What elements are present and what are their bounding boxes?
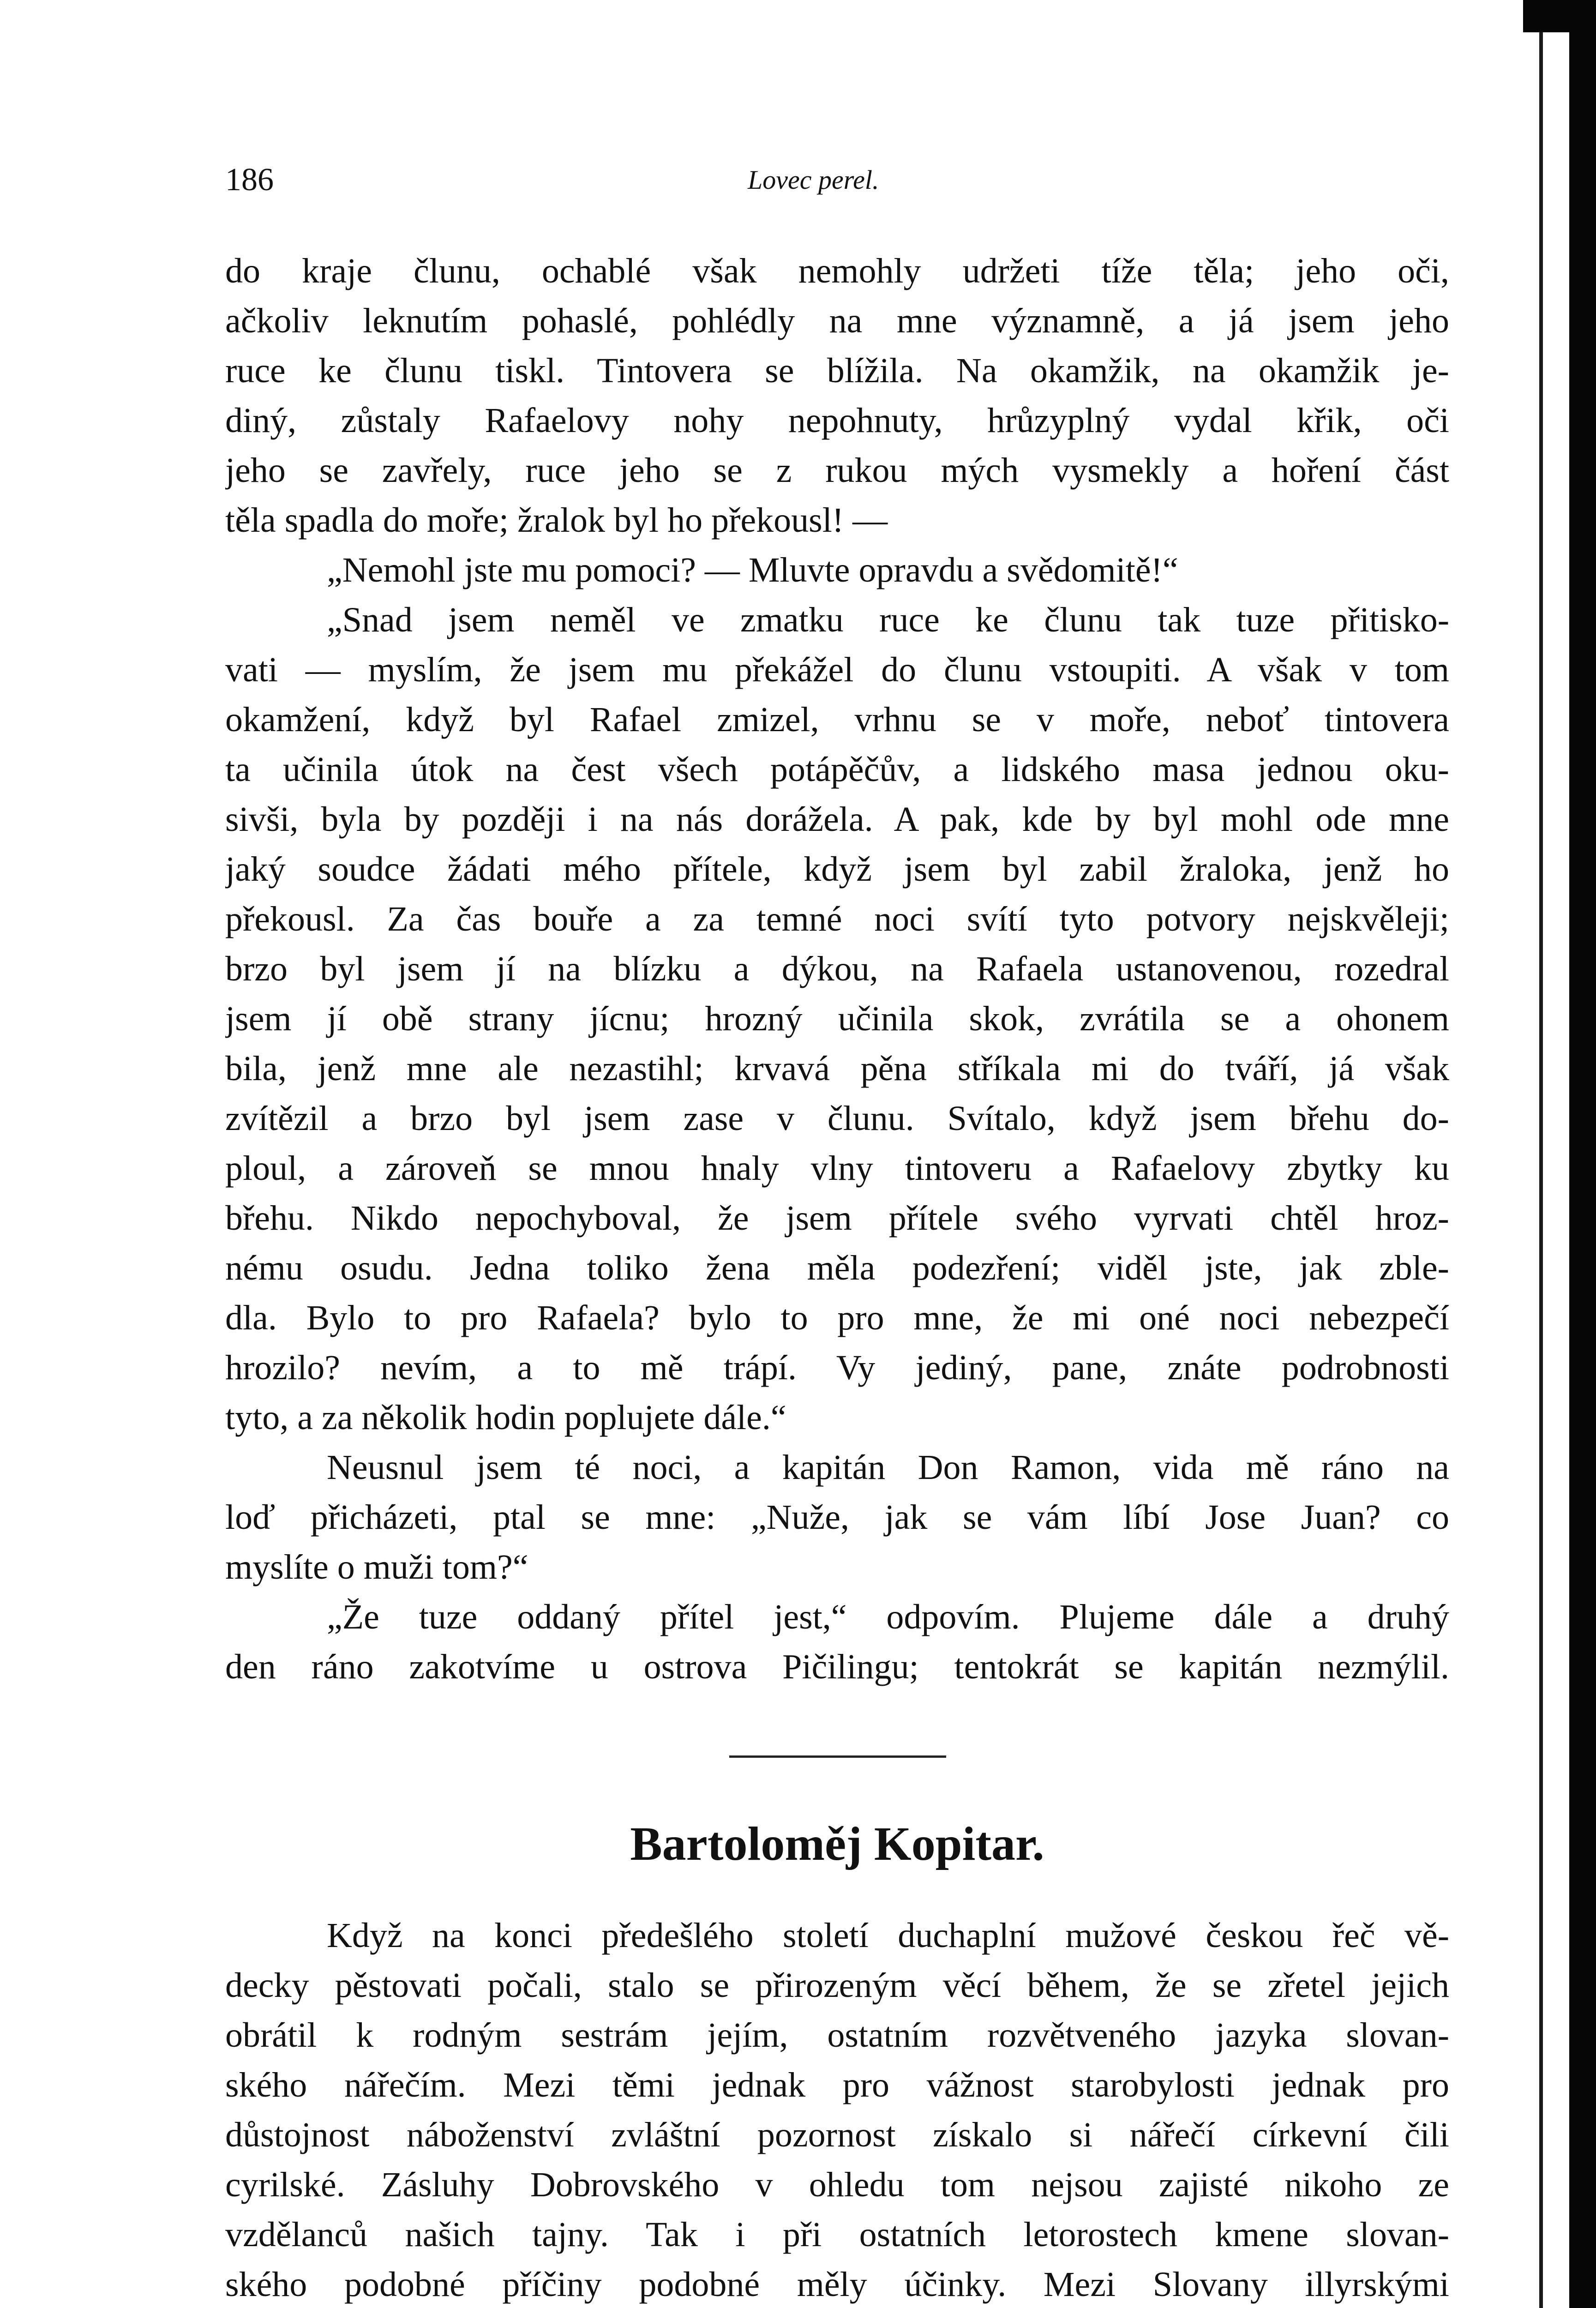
text-line: zvítězil a brzo byl jsem zase v člunu. Svítalo, když jsem břehu do-: [225, 1099, 1449, 1138]
text-line: překousl. Za čas bouře a za temné noci svítí tyto potvory nejskvěleji;: [225, 900, 1449, 938]
text-line: brzo byl jsem jí na blízku a dýkou, na Rafaela ustanovenou, rozedral: [225, 950, 1449, 988]
text-line: ta učinila útok na čest všech potápěčův, a lidského masa jednou oku-: [225, 750, 1449, 789]
text-line: ploul, a zároveň se mnou hnaly vlny tintoveru a Rafaelovy zbytky ku: [225, 1149, 1449, 1188]
text-line: ačkoliv leknutím pohaslé, pohlédly na mne významně, a já jsem jeho: [225, 301, 1449, 340]
text-line: jsem jí obě strany jícnu; hrozný učinila skok, zvrátila se a ohonem: [225, 999, 1449, 1038]
text-line: do kraje člunu, ochablé však nemohly udržeti tíže těla; jeho oči,: [225, 252, 1449, 290]
text-line: obrátil k rodným sestrám jejím, ostatním rozvětveného jazyka slovan-: [225, 2016, 1449, 2055]
text-line: diný, zůstaly Rafaelovy nohy nepohnuty, hrůzyplný vydal křik, oči: [225, 401, 1449, 440]
text-line: ského nářečím. Mezi těmi jednak pro vážnost starobylosti jednak pro: [225, 2066, 1449, 2104]
text-line: „Nemohl jste mu pomoci? — Mluvte opravdu a svědomitě!“: [327, 551, 1178, 589]
scan-edge-right: [1569, 0, 1596, 2308]
text-line: myslíte o muži tom?“: [225, 1548, 528, 1587]
text-line: důstojnost náboženství zvláštní pozornost získalo si nářečí církevní čili: [225, 2116, 1449, 2154]
scan-gutter-line: [1539, 32, 1543, 2308]
text-line: břehu. Nikdo nepochyboval, že jsem přítele svého vyrvati chtěl hroz-: [225, 1199, 1449, 1238]
text-line: dla. Bylo to pro Rafaela? bylo to pro mne, že mi oné noci nebezpečí: [225, 1298, 1449, 1337]
text-line: loď přicházeti, ptal se mne: „Nuže, jak se vám líbí Jose Juan? co: [225, 1498, 1449, 1537]
text-line: sivši, byla by později i na nás dorážela. A pak, kde by byl mohl ode mne: [225, 800, 1449, 839]
text-line: jaký soudce žádati mého přítele, když jsem byl zabil žraloka, jenž ho: [225, 850, 1449, 889]
text-line: hrozilo? nevím, a to mě trápí. Vy jediný, pane, znáte podrobnosti: [225, 1348, 1449, 1387]
text-line: tyto, a za několik hodin poplujete dále.“: [225, 1398, 786, 1437]
text-line: vati — myslím, že jsem mu překážel do člunu vstoupiti. A však v tom: [225, 650, 1449, 689]
text-line: nému osudu. Jedna toliko žena měla podezření; viděl jste, jak zble-: [225, 1249, 1449, 1287]
text-line: těla spadla do moře; žralok byl ho překousl! —: [225, 501, 888, 540]
page-number: 186: [225, 162, 274, 198]
text-line: Když na konci předešlého století duchaplní mužové českou řeč vě-: [327, 1916, 1449, 1955]
text-line: den ráno zakotvíme u ostrova Pičilingu; tentokrát se kapitán nezmýlil.: [225, 1647, 1449, 1686]
text-line: ruce ke člunu tiskl. Tintovera se blížila. Na okamžik, na okamžik je-: [225, 351, 1449, 390]
text-line: vzdělanců našich tajny. Tak i při ostatních letorostech kmene slovan-: [225, 2215, 1449, 2254]
running-title: Lovec perel.: [748, 165, 879, 195]
story-text: [225, 246, 1449, 1692]
scan-edge-top: [1523, 0, 1569, 32]
text-line: cyrilské. Zásluhy Dobrovského v ohledu tom nejsou zajisté nikoho ze: [225, 2165, 1449, 2204]
text-line: ského podobné příčiny podobné měly účinky. Mezi Slovany illyrskými: [225, 2265, 1449, 2304]
text-line: jeho se zavřely, ruce jeho se z rukou mých vysmekly a hoření část: [225, 451, 1449, 490]
text-line: bila, jenž mne ale nezastihl; krvavá pěna stříkala mi do tváří, já však: [225, 1049, 1449, 1088]
section-title: Bartoloměj Kopitar.: [630, 1817, 1044, 1870]
text-line: „Snad jsem neměl ve zmatku ruce ke člunu tak tuze přitisko-: [327, 601, 1449, 639]
text-line: okamžení, když byl Rafael zmizel, vrhnu se v moře, neboť tintovera: [225, 700, 1449, 739]
text-line: „Že tuze oddaný přítel jest,“ odpovím. Plujeme dále a druhý: [327, 1598, 1449, 1636]
section-divider: [729, 1755, 946, 1758]
article-text: [225, 1911, 1449, 2308]
text-line: decky pěstovati počali, stalo se přirozeným věcí během, že se zřetel jejich: [225, 1966, 1449, 2005]
text-line: Neusnul jsem té noci, a kapitán Don Ramon, vida mě ráno na: [327, 1448, 1449, 1487]
